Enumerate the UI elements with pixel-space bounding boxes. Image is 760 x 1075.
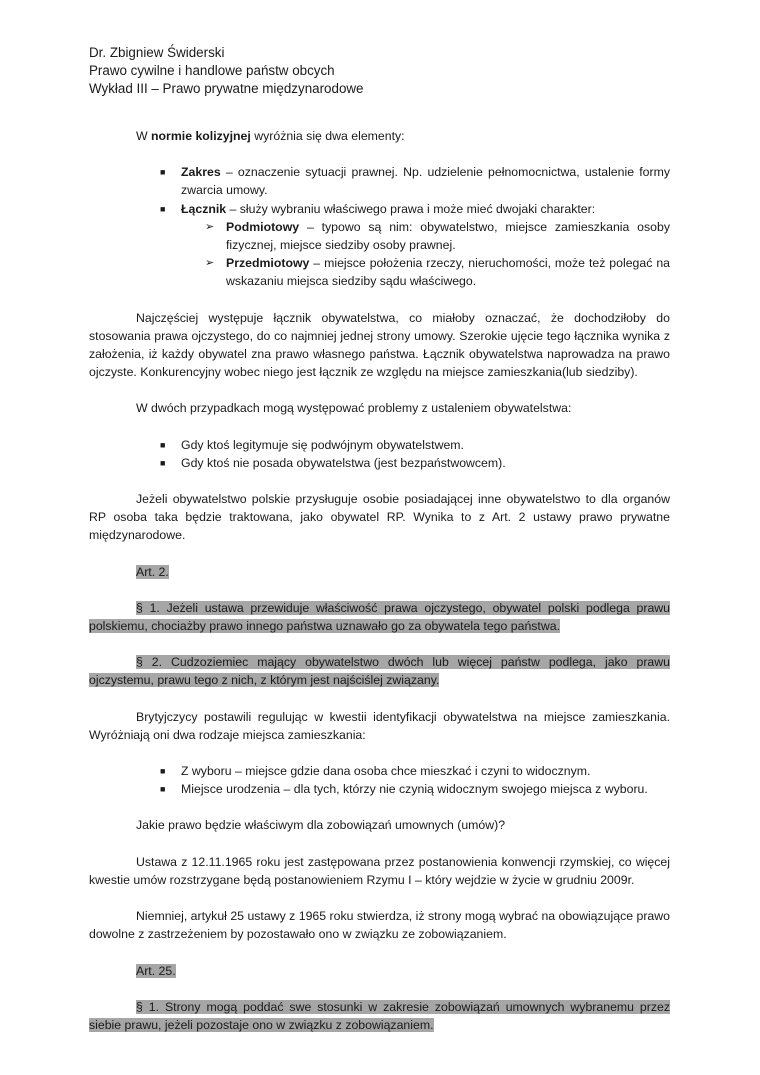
connector-term: Podmiotowy <box>226 219 300 234</box>
list-item <box>160 436 670 454</box>
intro-bold-term: normie kolizyjnej <box>151 129 251 143</box>
article-2-section-2 <box>89 653 670 689</box>
intro-post: wyróżnia się dwa elementy: <box>250 129 405 143</box>
paragraph-polish-citizenship: Jeżeli obywatelstwo polskie przysługuje osobie posiadającej inne obywatelstwo to dla organów RP osoba taka będzie traktowana, jako obywatel RP. Wynika to z Art. 2 ustawy prawo prywatne międzynarodowe. <box>89 492 670 543</box>
paragraph-question: Jakie prawo będzie właściwym dla zobowiązań umownych (umów)? <box>136 818 506 833</box>
square-bullet-icon: ■ <box>160 167 166 178</box>
article-2-section-2-text: § 2. Cudzoziemiec mający obywatelstwo dwóch lub więcej państw podlega, jako prawu ojczystemu, prawu tego z nich, z którym jest najściślej związany. <box>89 655 670 688</box>
connector-types-list <box>89 218 670 291</box>
list-item <box>205 254 670 290</box>
article-2-label-text: Art. 2. <box>136 564 169 579</box>
article-25-label <box>89 962 670 980</box>
residence-types-list <box>89 762 670 798</box>
arrow-bullet-icon: ➢ <box>205 220 215 233</box>
list-item <box>160 163 670 199</box>
residence-text: Miejsce urodzenia – dla tych, którzy nie czynią widocznym swojego miejsca z wyboru. <box>181 782 648 797</box>
arrow-bullet-icon: ➢ <box>205 257 215 270</box>
paragraph-problems: W dwóch przypadkach mogą występować problemy z ustaleniem obywatelstwa: <box>136 401 572 416</box>
article-25-section-1-text: § 1. Strony mogą poddać swe stosunki w zakresie zobowiązań umownych wybranemu przez siebie prawu, jeżeli pozostaje ono w związku z zobowiązaniem. <box>89 999 670 1032</box>
square-bullet-icon: ■ <box>160 439 166 450</box>
intro-pre: W <box>136 129 152 143</box>
document-header <box>89 44 364 98</box>
square-bullet-icon: ■ <box>160 784 166 795</box>
residence-text: Z wyboru – miejsce gdzie dana osoba chce mieszkać i czyni to widocznym. <box>181 764 591 779</box>
connector-term: Przedmiotowy <box>226 256 310 271</box>
paragraph-citizenship: Najczęściej występuje łącznik obywatelstwa, co miałoby oznaczać, że dochodziłoby do stosowania prawa ojczystego, do co najmniej jednej strony umowy. Szerokie ujęcie tego łącznika wynika z założenia, iż każdy obywatel zna prawo własnego państwa. Łącznik obywatelstwa naprowadza na prawo ojczyste. Konkurencyjny wobec niego jest łącznik ze względu na miejsce zamieszkania(lub siedziby). <box>89 310 670 380</box>
paragraph-article-25: Niemniej, artykuł 25 ustawy z 1965 roku stwierdza, iż strony mogą wybrać na obowiązujące prawo dowolne z zastrzeżeniem by pozostawało ono w związku ze zobowiązaniem. <box>89 909 670 942</box>
list-item <box>160 762 670 780</box>
connector-text: – typowo są nim: obywatelstwo, miejsce zamieszkania osoby fizycznej, miejsce siedziby osoby prawnej. <box>226 219 670 253</box>
intro-paragraph <box>89 127 670 145</box>
square-bullet-icon: ■ <box>160 766 166 777</box>
element-text: – oznaczenie sytuacji prawnej. Np. udzielenie pełnomocnictwa, ustalenie formy zwarcia umowy. <box>181 165 670 198</box>
article-2-section-1-text: § 1. Jeżeli ustawa przewiduje właściwość prawa ojczystego, obywatel polski podlega prawu polskiemu, chociażby prawo innego państwa uznawało go za obywatela tego państwa. <box>89 600 670 634</box>
list-item <box>160 200 670 218</box>
connector-text: – miejsce położenia rzeczy, nieruchomości, może też polegać na wskazaniu miejsca siedziby sądu właściwego. <box>226 256 670 289</box>
list-item <box>205 218 670 254</box>
article-25-label-text: Art. 25. <box>136 963 176 978</box>
header-author: Dr. Zbigniew Świderski <box>89 45 225 60</box>
square-bullet-icon: ■ <box>160 203 166 214</box>
element-term: Łącznik <box>181 201 227 216</box>
article-25-section-1 <box>89 998 670 1034</box>
problem-text: Gdy ktoś legitymuje się podwójnym obywatelstwem. <box>181 437 464 452</box>
document-body <box>89 127 670 1034</box>
paragraph-rome-convention: Ustawa z 12.11.1965 roku jest zastępowana przez postanowienia konwencji rzymskiej, co więcej kwestie umów rozstrzygane będą postanowieniem Rzymu I – który wejdzie w życie w grudniu 2009r. <box>89 854 670 887</box>
article-2-section-1 <box>89 599 670 635</box>
element-text: – służy wybraniu właściwego prawa i może mieć dwojaki charakter: <box>226 201 596 216</box>
header-course: Prawo cywilne i handlowe państw obcych <box>89 63 335 78</box>
square-bullet-icon: ■ <box>160 457 166 468</box>
problem-text: Gdy ktoś nie posada obywatelstwa (jest bezpaństwowcem). <box>181 455 506 470</box>
elements-list <box>89 163 670 218</box>
header-lecture: Wykład III – Prawo prywatne międzynarodowe <box>89 81 364 96</box>
list-item <box>160 780 670 798</box>
paragraph-british: Brytyjczycy postawili regulując w kwestii identyfikacji obywatelstwa na miejsce zamieszkania. Wyróżniają oni dwa rodzaje miejsca zamieszkania: <box>89 709 670 742</box>
problems-list <box>89 436 670 472</box>
list-item <box>160 454 670 472</box>
article-2-label <box>89 563 670 581</box>
element-term: Zakres <box>181 165 221 180</box>
